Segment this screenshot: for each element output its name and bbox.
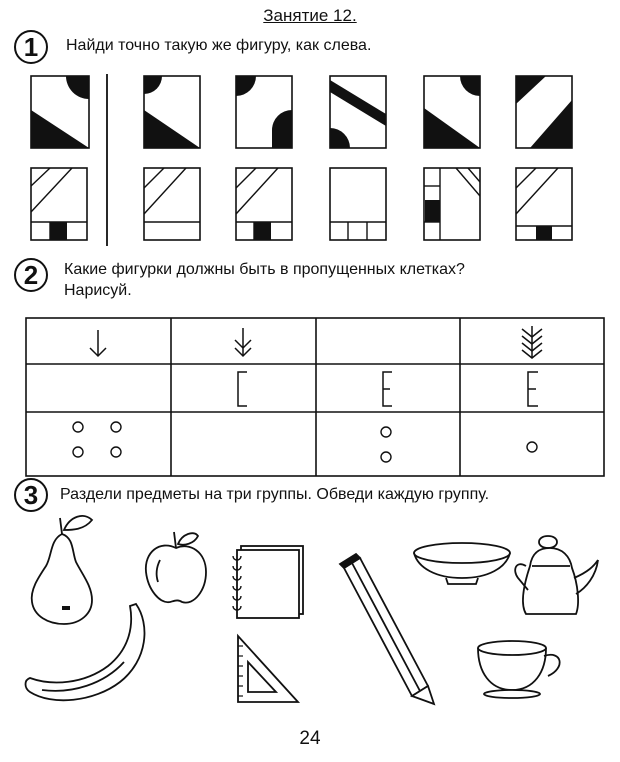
triangle-ruler-drawing [238,636,298,702]
task2-grid [26,318,604,476]
task-1-instruction: Найди точно такую же фигуру, как слева. [66,37,372,54]
task-number-1: 1 [14,30,48,64]
notebook-drawing [233,546,303,618]
task1-row2-option-4[interactable] [424,168,480,240]
apple-drawing [146,532,206,603]
task-number-2: 2 [14,258,48,292]
pencil-drawing [340,554,434,704]
task1-row1-sample [31,76,89,148]
bowl-drawing [414,543,510,584]
task-2-line-2: Нарисуй. [64,282,132,299]
task1-row2-sample [31,168,87,240]
page-title: Занятие 12. [263,6,357,25]
task-2-instruction [64,259,465,301]
task1-row1-option-4[interactable] [424,76,480,148]
pear-drawing [32,516,92,624]
page-number: 24 [299,728,321,749]
task2-shapes [238,372,538,406]
teapot-drawing [515,536,598,614]
task1-row2-option-2[interactable] [236,168,292,240]
task1-row1-option-5[interactable] [516,76,572,148]
task-number-3: 3 [14,478,48,512]
task1-row1-option-2[interactable] [236,76,292,148]
task1-row1-option-3[interactable] [330,76,386,148]
task2-circles [73,422,537,462]
task1-row2-option-3[interactable] [330,168,386,240]
task1-row1-option-1[interactable] [144,76,200,148]
task-2-line-1: Какие фигурки должны быть в пропущенных клетках? [64,261,465,278]
task1-row2-option-1[interactable] [144,168,200,240]
task1-row2-option-5[interactable] [516,168,572,240]
task-3-instruction: Раздели предметы на три группы. Обведи каждую группу. [60,486,490,503]
cup-drawing [478,641,560,698]
